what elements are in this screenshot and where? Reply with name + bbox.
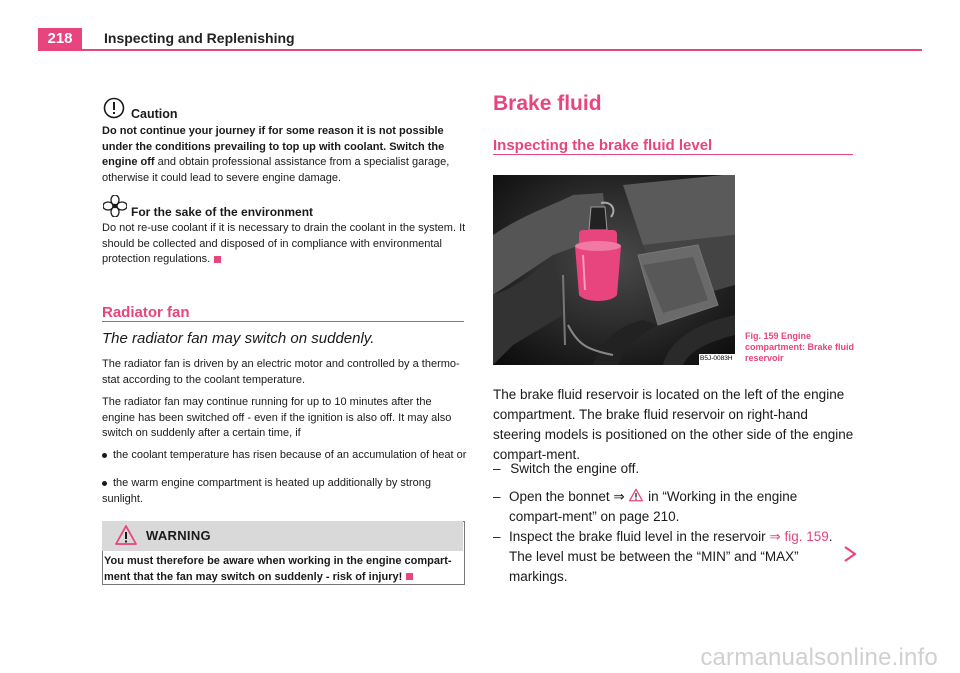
- radiator-fan-para2: The radiator fan may continue running for up to 10 minutes after the engine has been switched off - even if the ignition is also off. It may also switch on suddenly after a certain time, if: [102, 396, 452, 440]
- step-item: [493, 459, 858, 479]
- bullet-dot: [102, 453, 107, 458]
- radiator-fan-subtitle: The radiator fan may switch on suddenly.: [102, 330, 375, 347]
- brake-fluid-rule: [493, 154, 853, 155]
- engine-compartment-photo: [493, 175, 735, 365]
- caution-plain-text: and obtain professional assistance from a specialist garage, otherwise it could lead to severe engine damage.: [102, 156, 450, 184]
- warning-title: WARNING: [146, 528, 211, 543]
- environment-text-body: Do not re-use coolant if it is necessary to drain the coolant in the system. It should be collected and disposed of in compliance with environmental protection regulations.: [102, 222, 466, 266]
- bullet-dot: [102, 481, 107, 486]
- step-text-post: . The level must be between the “MIN” and “MAX” markings.: [509, 529, 833, 584]
- caution-icon: [103, 97, 125, 119]
- figure-reference-link[interactable]: ⇒ fig. 159: [769, 529, 829, 544]
- header-rule: [38, 49, 922, 51]
- warning-text-body: You must therefore be aware when working in the engine compart-ment that the fan may switch on suddenly - risk of injury!: [104, 555, 452, 583]
- figure-code: B5J-0083H: [700, 355, 733, 362]
- bullet-text: the coolant temperature has risen because of an accumulation of heat or: [113, 449, 467, 461]
- step-dash: –: [493, 489, 501, 504]
- brake-fluid-subtitle: Inspecting the brake fluid level: [493, 137, 713, 154]
- end-marker: [406, 573, 413, 580]
- warning-text: [104, 554, 462, 585]
- brake-fluid-para: The brake fluid reservoir is located on the left of the engine compartment. The brake fluid reservoir on right-hand steering models is positioned on the other side of the engine compart-ment.: [493, 387, 854, 462]
- environment-title: For the sake of the environment: [131, 205, 314, 219]
- warning-triangle-icon: [114, 524, 138, 546]
- caution-bold-text: Do not continue your journey if for some reason it is not possible under the conditions prevailing to top up with coolant. Switch the engine off: [102, 125, 445, 169]
- step-text: Switch the engine off.: [510, 461, 640, 476]
- radiator-fan-title: Radiator fan: [102, 304, 190, 321]
- step-dash: –: [493, 529, 501, 544]
- bullet-text: the warm engine compartment is heated up additionally by strong sunlight.: [102, 477, 431, 505]
- step-text-post: in “Working in the engine compart-ment” on page 210.: [509, 489, 798, 524]
- warning-triangle-icon: [628, 488, 644, 502]
- next-page-arrow-icon[interactable]: [843, 546, 857, 562]
- step-text-pre: Open the bonnet ⇒: [509, 489, 629, 504]
- radiator-fan-rule: [102, 321, 464, 322]
- caution-text: [102, 124, 467, 186]
- radiator-fan-para1: The radiator fan is driven by an electric motor and controlled by a thermo-stat according to the coolant temperature.: [102, 358, 460, 386]
- watermark: carmanualsonline.info: [700, 644, 938, 671]
- running-title: Inspecting and Replenishing: [104, 30, 295, 46]
- step-dash: –: [493, 461, 501, 476]
- step-text-pre: Inspect the brake fluid level in the reservoir: [509, 529, 770, 544]
- bullet-item: [102, 476, 467, 507]
- flower-icon: [103, 195, 127, 217]
- brake-fluid-title: Brake fluid: [493, 92, 602, 115]
- bullet-item: [102, 448, 467, 464]
- step-item: [493, 527, 848, 587]
- environment-text: [102, 221, 467, 268]
- step-item: [493, 487, 848, 527]
- end-marker: [214, 256, 221, 263]
- caution-title: Caution: [131, 107, 178, 121]
- figure-caption: Fig. 159 Engine compartment: Brake fluid reservoir: [745, 331, 855, 363]
- page-number: 218: [38, 28, 82, 50]
